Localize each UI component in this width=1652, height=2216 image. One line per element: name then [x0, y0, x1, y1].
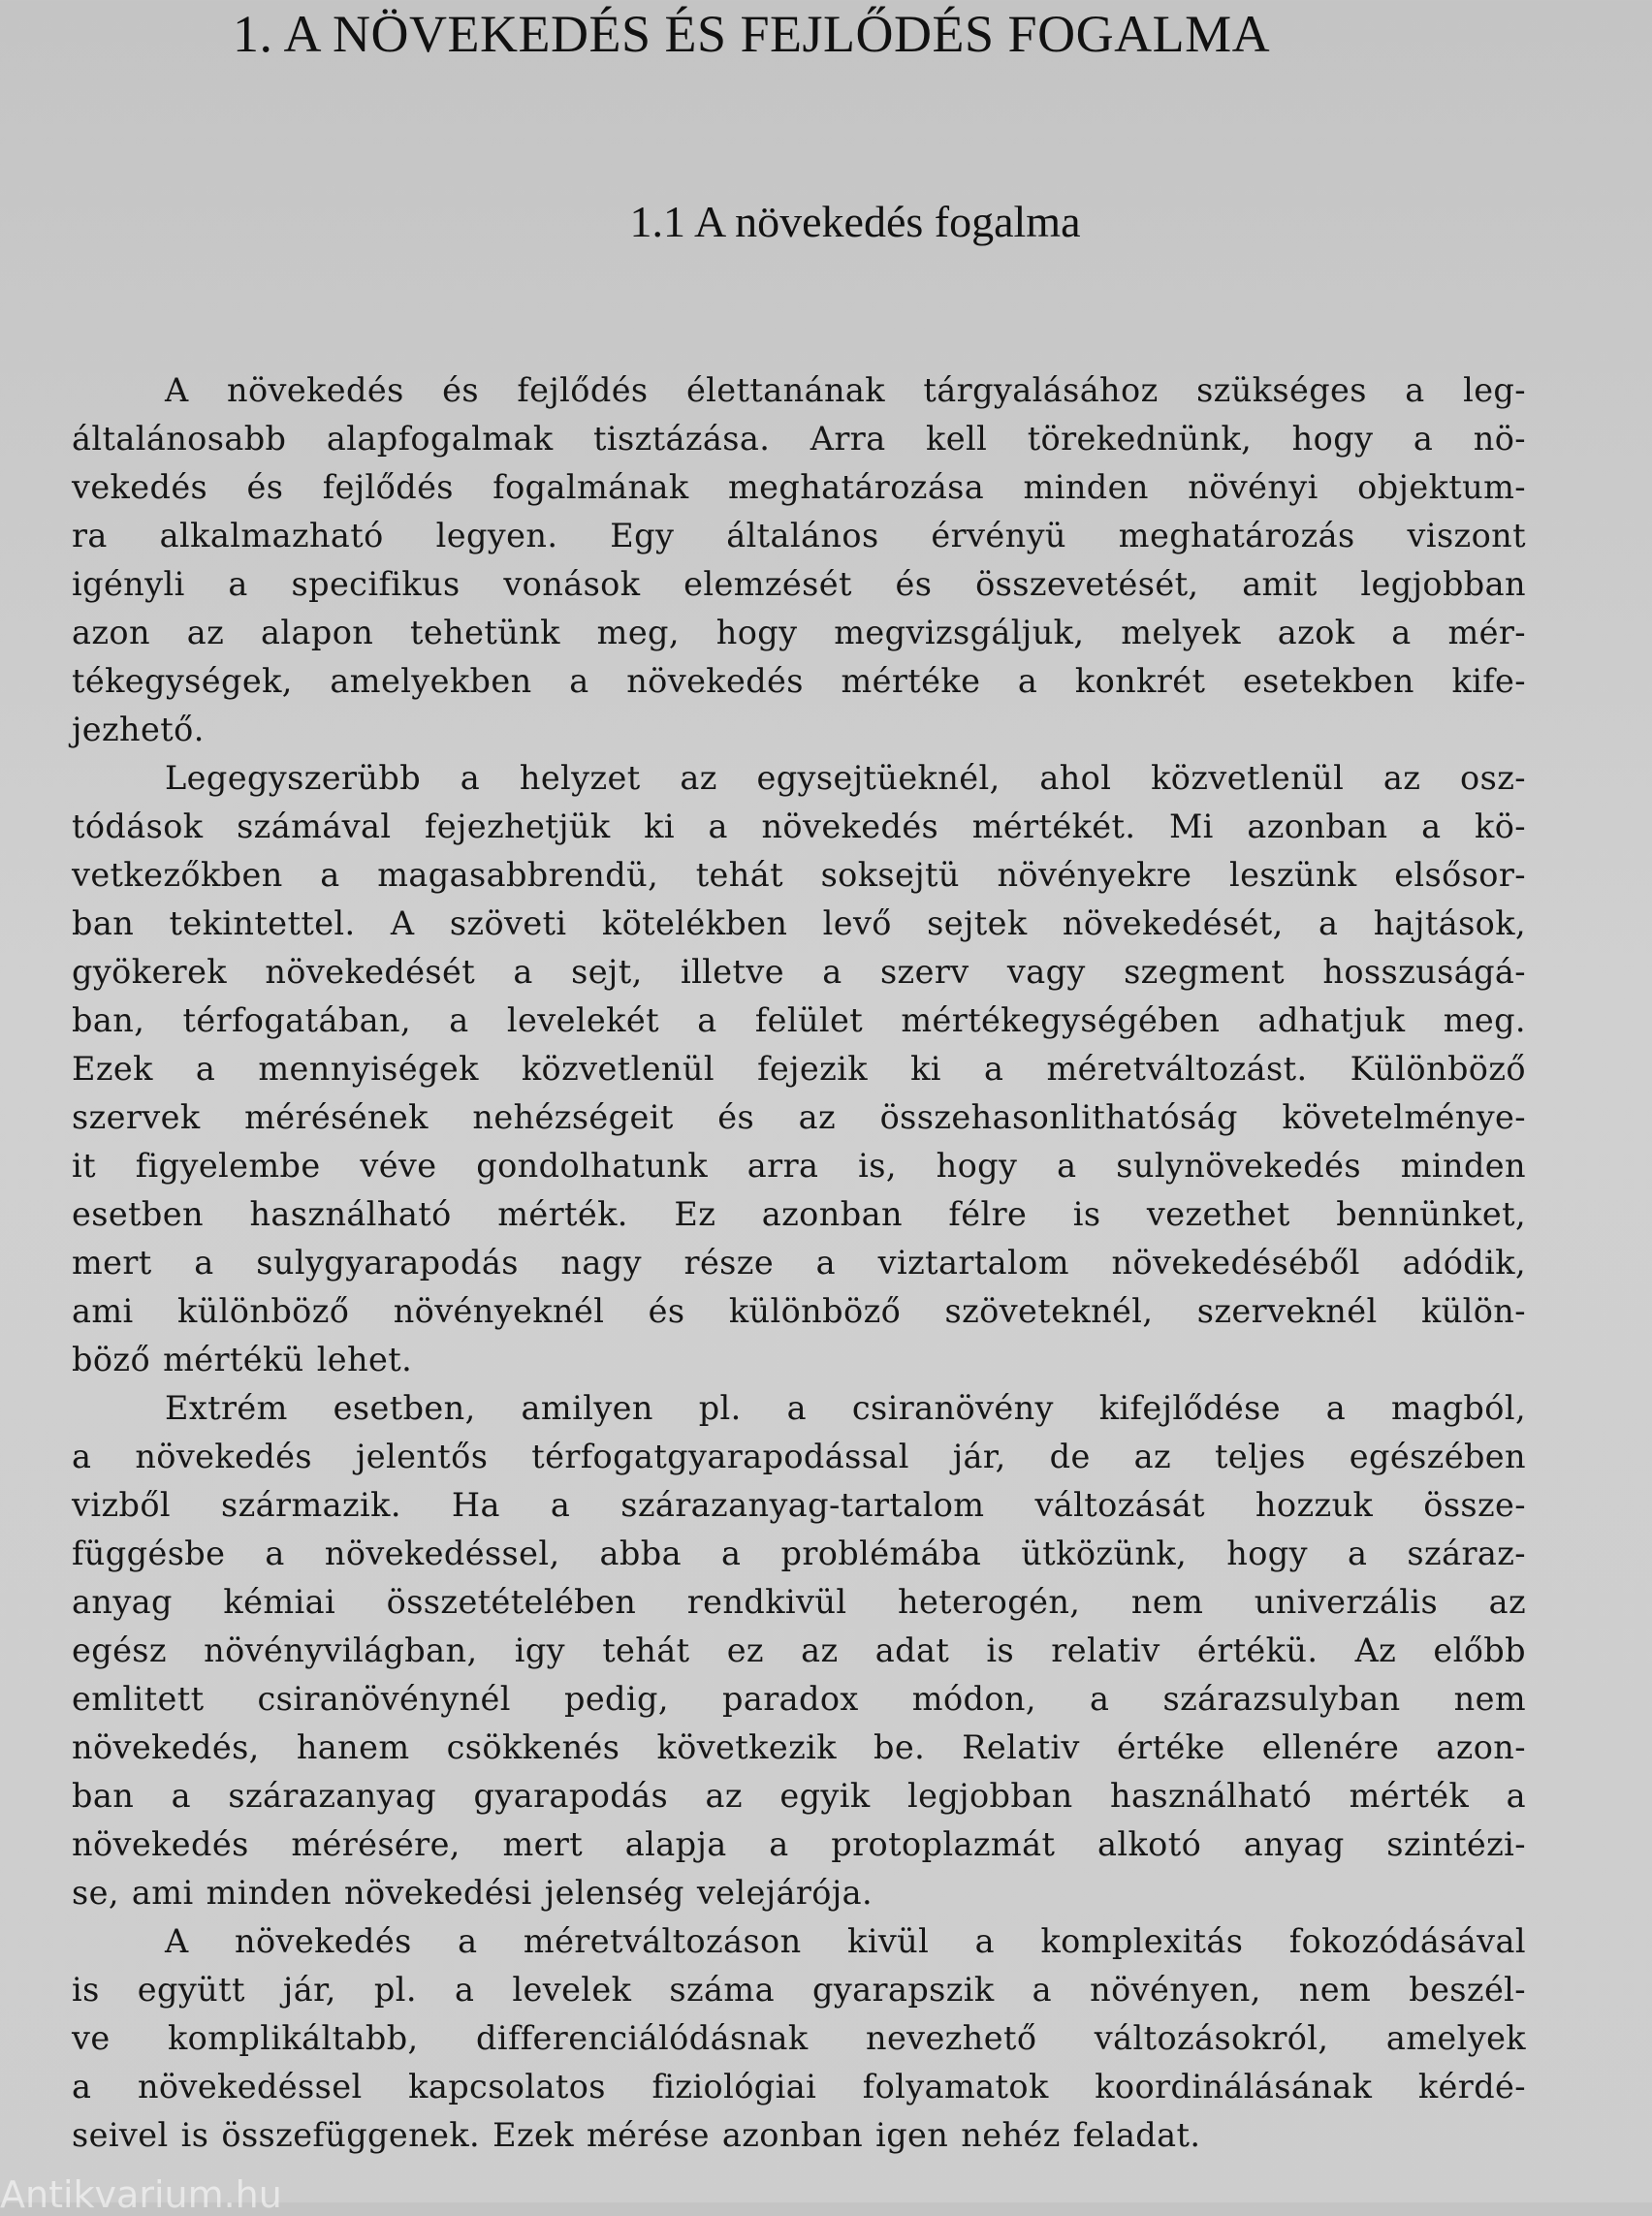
watermark: Antikvarium.hu	[0, 2173, 282, 2216]
section-title: 1.1 A növekedés fogalma	[629, 197, 1081, 246]
text-line: emlitett csiranövénynél pedig, paradox módon, a szárazsulyban nem	[72, 1680, 1526, 1718]
text-line: se, ami minden növekedési jelenség velejárója.	[72, 1874, 874, 1912]
text-line: ban tekintettel. A szöveti kötelékben levő sejtek növekedését, a hajtások,	[72, 904, 1526, 942]
text-line: ami különböző növényeknél és különböző szöveteknél, szerveknél külön-	[72, 1292, 1526, 1330]
text-line: a növekedés jelentős térfogatgyarapodással jár, de az teljes egészében	[72, 1438, 1526, 1475]
text-line: vizből származik. Ha a szárazanyag-tartalom változását hozzuk össze-	[72, 1486, 1526, 1524]
text-line: gyökerek növekedését a sejt, illetve a szerv vagy szegment hosszuságá-	[72, 953, 1526, 991]
text-line: A növekedés a méretváltozáson kivül a komplexitás fokozódásával	[165, 1922, 1526, 1960]
text-line: jezhető.	[72, 711, 205, 748]
text-line: tékegységek, amelyekben a növekedés mértéke a konkrét esetekben kife-	[72, 662, 1526, 700]
text-line: növekedés, hanem csökkenés következik be. Relativ értéke ellenére azon-	[72, 1728, 1526, 1766]
text-line: seivel is összefüggenek. Ezek mérése azonban igen nehéz feladat.	[72, 2116, 1201, 2154]
text-line: növekedés mérésére, mert alapja a protoplazmát alkotó anyag szintézi-	[72, 1825, 1526, 1863]
text-line: általánosabb alapfogalmak tisztázása. Arra kell törekednünk, hogy a nö-	[72, 420, 1526, 458]
text-line: azon az alapon tehetünk meg, hogy megvizsgáljuk, melyek azok a mér-	[72, 614, 1526, 651]
text-line: ve komplikáltabb, differenciálódásnak nevezhető változásokról, amelyek	[72, 2019, 1526, 2057]
text-line: egész növényvilágban, igy tehát ez az adat is relativ értékü. Az előbb	[72, 1631, 1526, 1669]
body-text	[72, 366, 1526, 2160]
text-line: is együtt jár, pl. a levelek száma gyarapszik a növényen, nem beszél-	[72, 1971, 1526, 2009]
text-line: a növekedéssel kapcsolatos fiziológiai folyamatok koordinálásának kérdé-	[72, 2068, 1526, 2105]
text-line: szervek mérésének nehézségeit és az összehasonlithatóság követelménye-	[72, 1098, 1526, 1136]
text-line: it figyelembe véve gondolhatunk arra is, hogy a sulynövekedés minden	[72, 1147, 1526, 1185]
text-line: ban a szárazanyag gyarapodás az egyik legjobban használható mérték a	[72, 1777, 1526, 1815]
text-line: függésbe a növekedéssel, abba a problémába ütközünk, hogy a száraz-	[72, 1535, 1526, 1572]
text-line: esetben használható mérték. Ez azonban félre is vezethet bennünket,	[72, 1195, 1526, 1233]
text-line: Legegyszerübb a helyzet az egysejtüeknél, ahol közvetlenül az osz-	[165, 759, 1526, 797]
text-line: Ezek a mennyiségek közvetlenül fejezik ki a méretváltozást. Különböző	[72, 1050, 1526, 1088]
text-line: igényli a specifikus vonások elemzését és összevetését, amit legjobban	[72, 565, 1526, 603]
text-line: mert a sulygyarapodás nagy része a viztartalom növekedéséből adódik,	[72, 1244, 1526, 1282]
text-line: vetkezőkben a magasabbrendü, tehát soksejtü növényekre leszünk elsősor-	[72, 856, 1526, 894]
text-line: A növekedés és fejlődés élettanának tárgyalásához szükséges a leg-	[165, 371, 1526, 409]
chapter-title: 1. A NÖVEKEDÉS ÉS FEJLŐDÉS FOGALMA	[233, 5, 1271, 63]
text-line: anyag kémiai összetételében rendkivül heterogén, nem univerzális az	[72, 1583, 1526, 1621]
text-line: tódások számával fejezhetjük ki a növekedés mértékét. Mi azonban a kö-	[72, 807, 1526, 845]
text-line: böző mértékü lehet.	[72, 1341, 413, 1378]
text-line: ra alkalmazható legyen. Egy általános érvényü meghatározás viszont	[72, 517, 1526, 554]
text-line: vekedés és fejlődés fogalmának meghatározása minden növényi objektum-	[72, 468, 1526, 506]
text-line: ban, térfogatában, a levelekét a felület mértékegységében adhatjuk meg.	[72, 1001, 1526, 1039]
text-line: Extrém esetben, amilyen pl. a csiranövény kifejlődése a magból,	[165, 1389, 1526, 1427]
